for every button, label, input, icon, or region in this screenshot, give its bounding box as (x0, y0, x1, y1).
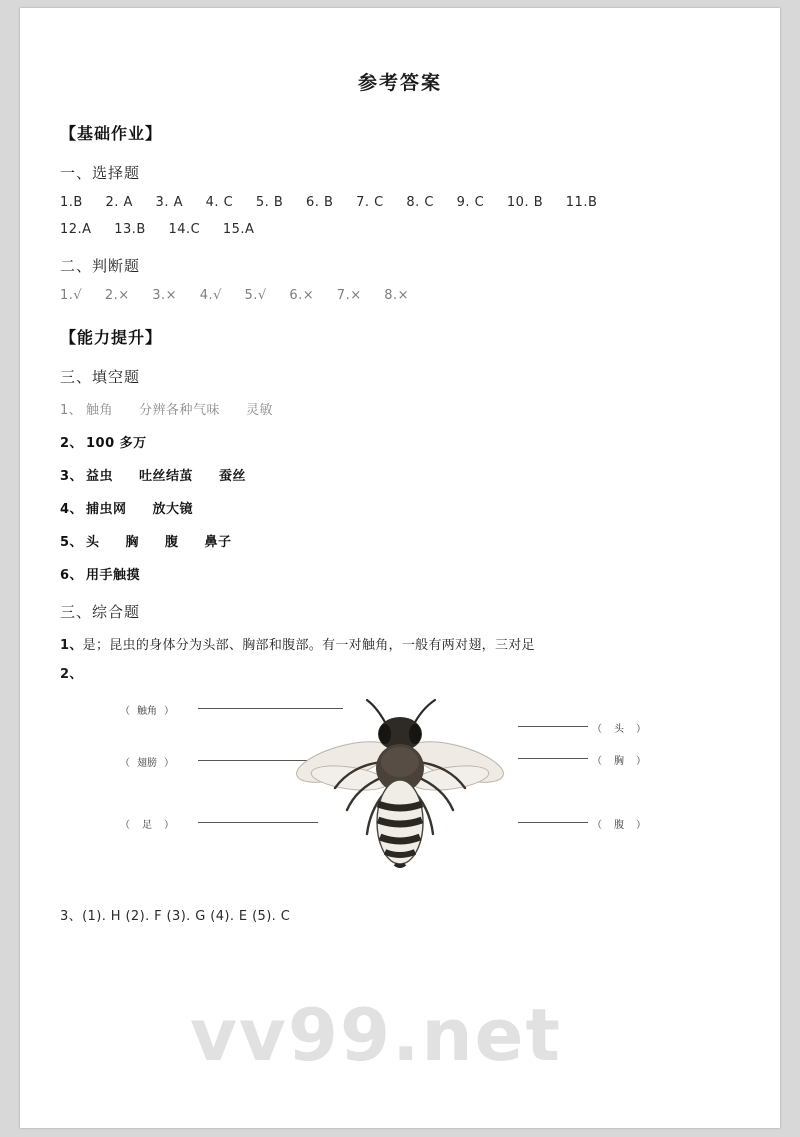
diagram-label-right-thorax (592, 752, 646, 767)
leader-line (518, 758, 588, 759)
item-text: (1). H (2). F (3). G (4). E (5). C (82, 909, 291, 924)
answer-cell: 1.B (60, 195, 83, 210)
section-heading-ability: 【能力提升】 (60, 328, 163, 347)
fill-row-number: 6、 (60, 568, 84, 583)
fill-row-number: 1、 (60, 403, 83, 418)
fill-answer: 益虫 (86, 469, 114, 484)
answer-cell: 4. C (205, 195, 234, 210)
answer-cell: 12.A (60, 222, 92, 237)
answer-cell: 5.√ (244, 288, 267, 303)
answer-cell: 9. C (456, 195, 485, 210)
answer-row (60, 288, 740, 303)
subheading-fillblank: 三、填空题 (60, 368, 141, 386)
answer-cell: 3. A (155, 195, 183, 210)
fill-answer: 放大镜 (152, 502, 194, 517)
fill-row (60, 498, 740, 517)
answer-cell: 15.A (222, 222, 255, 237)
item-number: 1、 (60, 638, 83, 653)
fill-answer: 头 (86, 535, 100, 550)
answer-cell: 7.× (336, 288, 362, 303)
answer-cell: 5. B (255, 195, 284, 210)
answer-cell: 10. B (506, 195, 544, 210)
page-title: 参考答案 (357, 72, 442, 94)
paren-open: （ (592, 756, 602, 767)
fill-answer: 鼻子 (204, 535, 232, 550)
diagram-label-right-abdomen (592, 816, 646, 831)
bee-illustration (295, 692, 510, 877)
paren-close: ） (636, 724, 646, 735)
answer-cell: 11.B (565, 195, 598, 210)
paren-open: （ (592, 820, 602, 831)
answer-row (60, 195, 740, 210)
paren-open: （ (120, 820, 130, 831)
fill-answer: 100 多万 (86, 436, 147, 451)
diagram-label-right-head (592, 720, 646, 735)
subheading-truefalse: 二、判断题 (60, 257, 141, 275)
fill-row (60, 564, 740, 583)
answer-cell: 6.× (289, 288, 315, 303)
answer-cell: 3.× (152, 288, 178, 303)
leader-line (518, 726, 588, 727)
document-page (20, 8, 780, 1128)
answer-cell: 14.C (168, 222, 201, 237)
fill-answer: 灵敏 (246, 403, 274, 418)
item-number: 2、 (60, 667, 83, 682)
fill-row (60, 465, 740, 484)
subheading-comprehensive: 三、综合题 (60, 603, 141, 621)
item-text: 是；昆虫的身体分为头部、胸部和腹部。有一对触角，一般有两对翅，三对足 (82, 638, 535, 653)
diagram-label-left-wing (120, 754, 174, 769)
answer-row (60, 222, 740, 237)
label-text: 翅膀 (137, 758, 157, 769)
diagram-label-left-leg (120, 816, 174, 831)
paren-close: ） (164, 820, 174, 831)
fill-row (60, 432, 740, 451)
bee-svg (295, 692, 510, 877)
label-text: 胸 (614, 756, 624, 767)
fill-row-number: 3、 (60, 469, 84, 484)
fill-answer: 胸 (125, 535, 140, 550)
paren-close: ） (164, 758, 174, 769)
answer-cell: 2.× (104, 288, 130, 303)
label-text: 触角 (137, 706, 157, 717)
comprehensive-item-3 (60, 905, 740, 924)
fill-answer: 分辨各种气味 (139, 403, 221, 418)
fill-row-number: 4、 (60, 502, 84, 517)
answer-cell: 8.× (384, 288, 410, 303)
diagram-label-left-antenna (120, 702, 174, 717)
paren-open: （ (120, 706, 130, 717)
answer-cell: 6. B (306, 195, 334, 210)
watermark: vv99.net (190, 993, 562, 1077)
paren-close: ） (636, 756, 646, 767)
answer-cell: 4.√ (199, 288, 222, 303)
fill-answer: 腹 (165, 535, 179, 550)
fill-answer: 蚕丝 (219, 469, 247, 484)
label-text: 足 (142, 820, 152, 831)
bee-anatomy-diagram (120, 692, 680, 877)
subheading-choice: 一、选择题 (60, 164, 141, 182)
section-heading-basic: 【基础作业】 (60, 124, 163, 143)
fill-row (60, 531, 740, 550)
document-content (60, 68, 740, 924)
fill-answer: 用手触摸 (86, 568, 141, 583)
item-number: 3、 (60, 909, 83, 924)
paren-close: ） (164, 706, 174, 717)
label-text: 腹 (614, 820, 624, 831)
answer-cell: 7. C (356, 195, 384, 210)
fill-answer: 吐丝结茧 (139, 469, 194, 484)
comprehensive-item-2 (60, 663, 740, 682)
paren-open: （ (120, 758, 130, 769)
fill-row-number: 2、 (60, 436, 84, 451)
paren-open: （ (592, 724, 602, 735)
fill-row (60, 399, 740, 418)
label-text: 头 (614, 724, 624, 735)
leader-line (518, 822, 588, 823)
answer-cell: 2. A (105, 195, 133, 210)
fill-answer: 触角 (86, 403, 114, 418)
fill-row-number: 5、 (60, 535, 84, 550)
answer-cell: 1.√ (60, 288, 83, 303)
paren-close: ） (636, 820, 646, 831)
answer-cell: 13.B (114, 222, 146, 237)
fill-answer: 捕虫网 (86, 502, 127, 517)
answer-cell: 8. C (406, 195, 434, 210)
comprehensive-item-1 (60, 634, 740, 653)
